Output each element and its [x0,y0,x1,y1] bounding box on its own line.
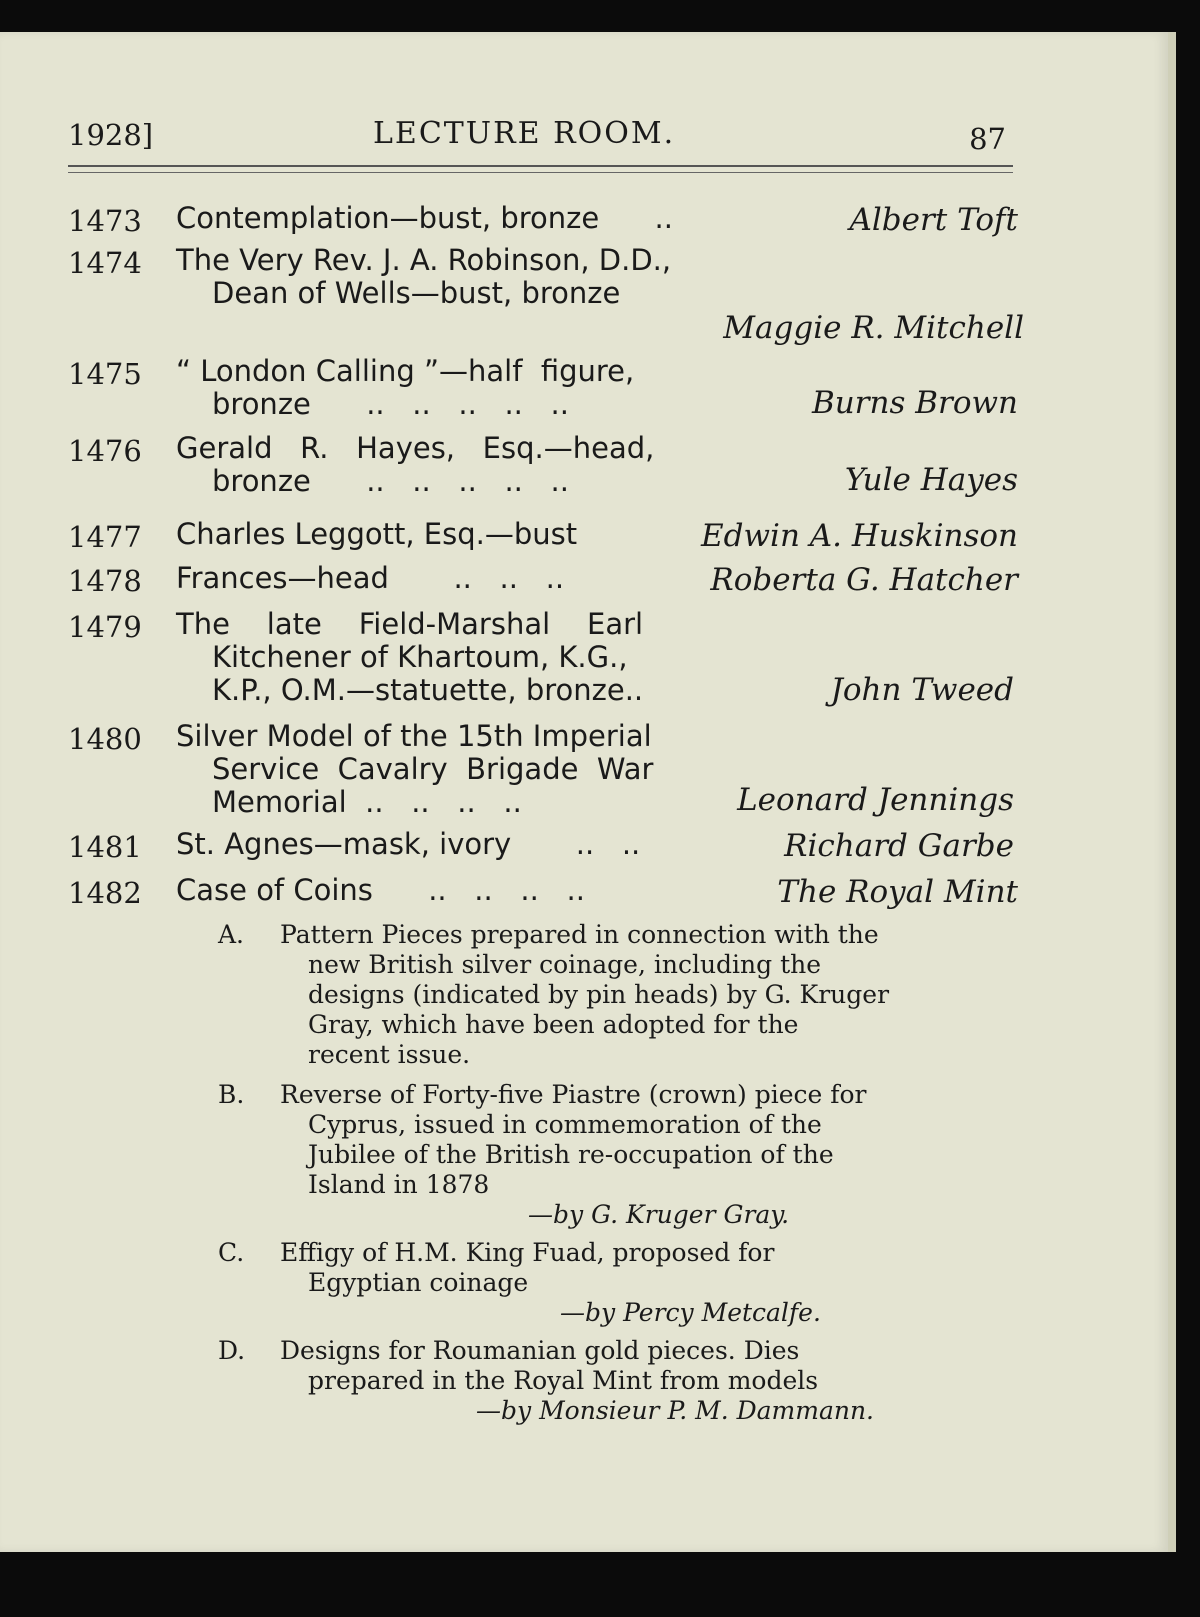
entry-artist: Yule Hayes [844,462,1018,498]
catalogue-entry [68,720,1018,824]
entry-number: 1478 [68,564,142,598]
coin-item-letter: A. [218,920,245,949]
header-page-number: 87 [969,122,1006,156]
entry-artist: Albert Toft [849,202,1018,238]
coin-item [218,920,918,1072]
catalogue-entry [68,562,1018,598]
entry-number: 1481 [68,830,142,864]
coin-item [218,1336,918,1398]
entry-artist: Edwin A. Huskinson [701,518,1018,554]
coin-item-letter: C. [218,1238,245,1267]
entry-artist: Roberta G. Hatcher [710,562,1018,598]
coin-item-designer: —by Monsieur P. M. Dammann. [476,1396,874,1425]
header-rule-thin [68,172,1013,173]
entry-description: Charles Leggott, Esq.—bust [176,517,578,551]
entry-description: Gerald R. Hayes, Esq.—head, bronze .. .. .. .. .. [176,431,655,498]
page-header [68,82,1016,156]
entry-number: 1473 [68,204,142,238]
coin-item-letter: B. [218,1080,245,1109]
entry-number: 1476 [68,434,142,468]
coin-item-text: Effigy of H.M. King Fuad, proposed for Egyptian coinage [280,1238,775,1297]
coin-item-letter: D. [218,1336,246,1365]
entry-number: 1482 [68,876,142,910]
header-rule-thick [68,165,1013,167]
entry-artist: Richard Garbe [784,828,1014,864]
catalogue-entry [68,828,1018,864]
entry-description: Contemplation—bust, bronze .. [176,201,673,235]
catalogue-entry [68,202,1018,238]
header-year: 1928] [68,118,154,152]
entry-description: Frances—head .. .. .. [176,561,565,595]
entry-artist: Burns Brown [811,385,1018,421]
entry-artist: The Royal Mint [777,874,1018,910]
entry-number: 1480 [68,722,142,756]
catalogue-entry [68,432,1018,504]
catalogue-entry [68,355,1018,427]
coin-item-text: Designs for Roumanian gold pieces. Dies prepared in the Royal Mint from models [280,1336,819,1395]
catalogue-entry [68,518,1018,554]
entry-number: 1479 [68,610,142,644]
entry-description: The Very Rev. J. A. Robinson, D.D., Dean of Wells—bust, bronze [176,243,672,310]
entry-artist: Leonard Jennings [737,782,1014,818]
entry-description: The late Field-Marshal Earl Kitchener of Khartoum, K.G., K.P., O.M.—statuette, bronze.. [176,607,644,707]
entry-number: 1477 [68,520,142,554]
entry-description: “ London Calling ”—half figure, bronze .. .. .. .. .. [176,354,635,421]
entry-description: St. Agnes—mask, ivory .. .. [176,827,641,861]
catalogue-entry [68,243,1024,354]
coin-item-text: Pattern Pieces prepared in connection with the new British silver coinage, including the designs (indicated by pin heads) by G. Kruger Gray, which have been adopted for the recent issue. [280,920,890,1069]
coin-item-designer: —by Percy Metcalfe. [560,1298,821,1327]
entry-artist: John Tweed [830,672,1014,708]
coin-item [218,1080,918,1202]
entry-number: 1475 [68,357,142,391]
entry-description: Case of Coins .. .. .. .. [176,873,585,907]
entry-number: 1474 [68,246,142,280]
coin-item-designer: —by G. Kruger Gray. [528,1200,790,1229]
catalogue-entry [68,608,1018,712]
header-title: LECTURE ROOM. [373,116,676,151]
coin-item-text: Reverse of Forty-five Piastre (crown) piece for Cyprus, issued in commemoration of the Jubilee of the British re-occupation of the Island in 1878 [280,1080,867,1199]
coin-item [218,1238,918,1300]
catalogue-entry [68,874,1018,910]
entry-description: Silver Model of the 15th Imperial Service Cavalry Brigade War Memorial .. .. .. .. [176,719,654,819]
entry-artist: Maggie R. Mitchell [723,310,1024,346]
